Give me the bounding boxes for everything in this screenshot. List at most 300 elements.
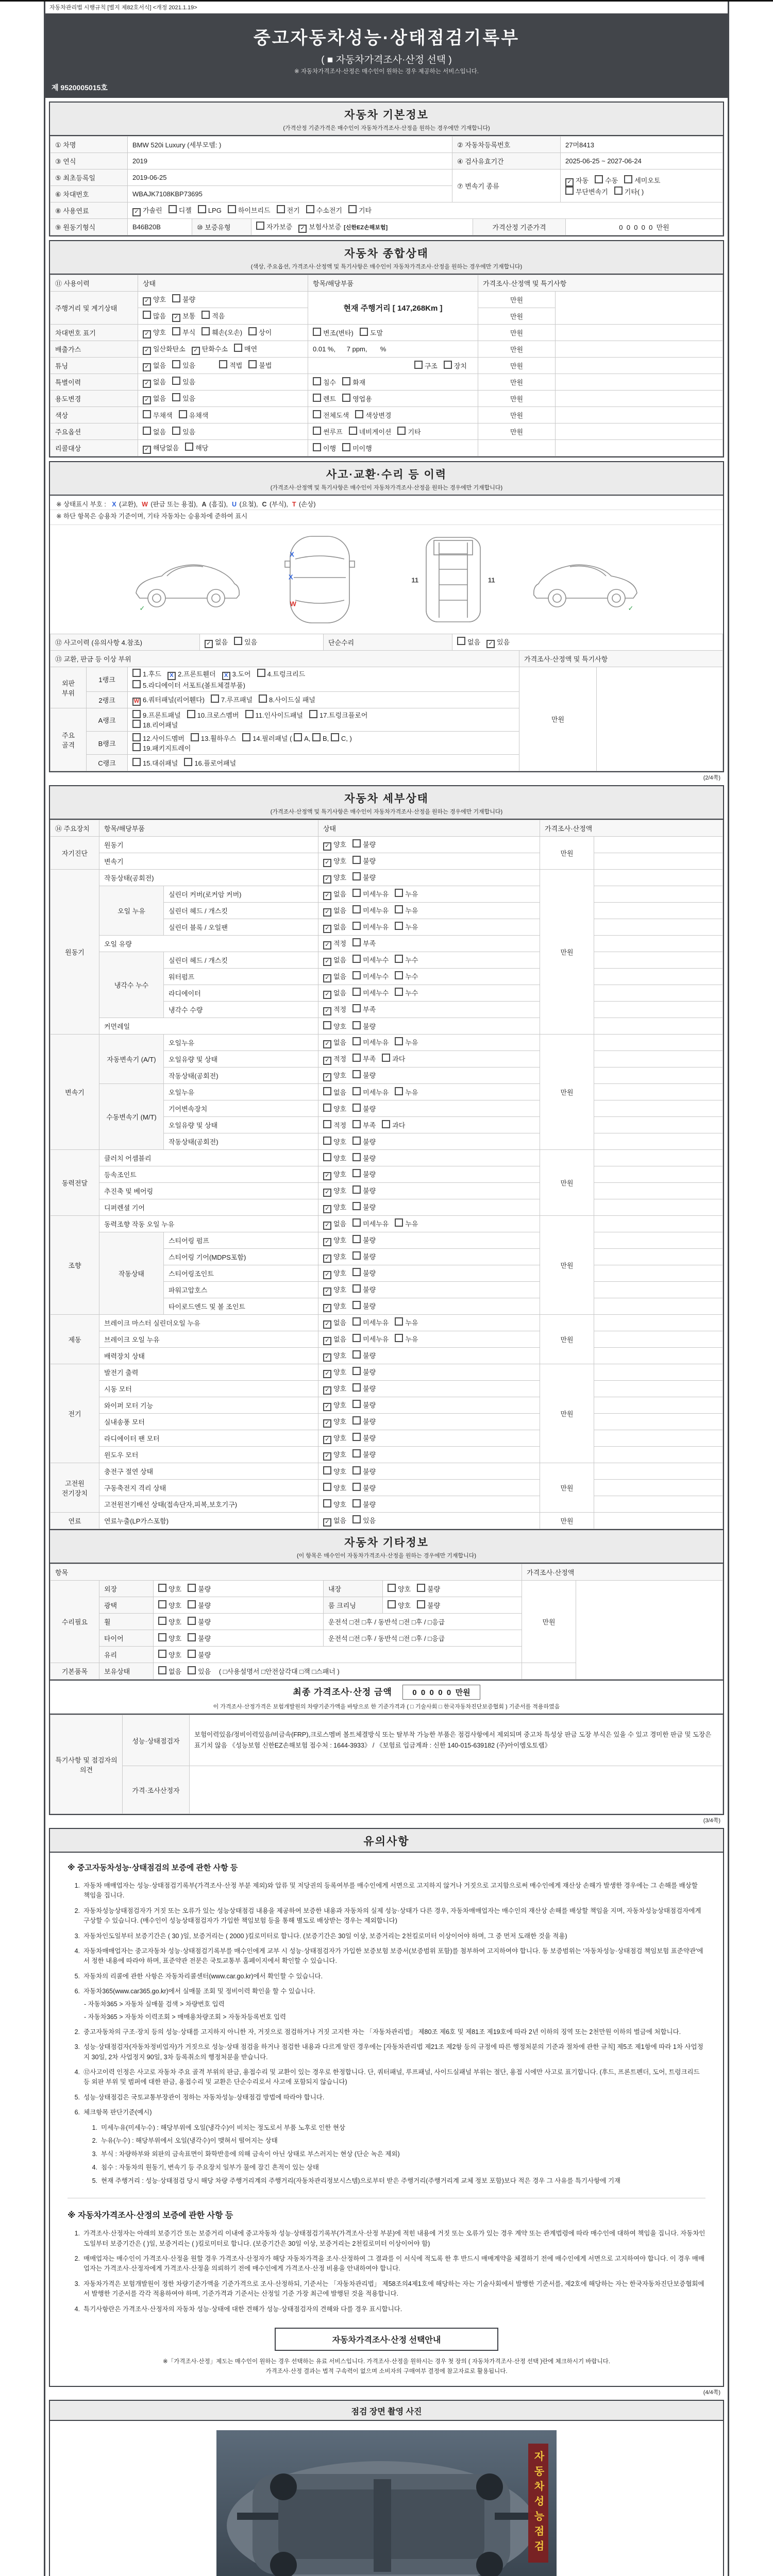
checkbox-불량[interactable] [352,1449,361,1458]
checkbox-양호[interactable]: ✓ [323,842,331,851]
checkbox-5.라디에이터 서포트(볼트체결부품)[interactable] [132,680,141,688]
option-있음: 있음 [352,1517,376,1524]
checkbox-불량[interactable] [352,1350,361,1359]
accident-history-options [200,634,324,651]
checkbox-7.루프패널[interactable] [211,694,219,703]
checkbox-양호[interactable]: ✓ [323,1386,331,1395]
checkbox-없음[interactable]: ✓ [323,1222,331,1230]
checkbox-4.트렁크리드[interactable] [257,669,265,677]
checkbox-미세누유[interactable] [352,1218,361,1227]
detail-row-냉각수 수량: 냉각수 수량 ✓ 적정 부족 [51,1002,723,1018]
checkbox-누유[interactable] [395,922,403,930]
checkbox-매연[interactable] [234,344,242,352]
checkbox-양호[interactable]: ✓ [323,1353,331,1362]
checkbox-적법[interactable] [219,360,227,368]
option-장치: 장치 [444,362,467,370]
checkbox-필러-C[interactable] [331,733,339,741]
checkbox-미세누유[interactable] [352,1087,361,1095]
checkbox-양호[interactable]: ✓ [143,297,151,306]
checkbox-없음[interactable]: ✓ [323,1518,331,1527]
checkbox-없음[interactable]: ✓ [143,396,151,404]
checkbox-양호[interactable]: ✓ [323,1304,331,1312]
checkbox-상이[interactable] [248,327,257,335]
checkbox-양호[interactable] [388,1584,396,1592]
photos-section [49,2400,724,2576]
checkbox-렌트[interactable] [313,394,321,402]
checkbox-양호[interactable] [323,1499,331,1507]
checkbox-양호[interactable] [158,1617,166,1625]
checkbox-부족[interactable] [352,1004,361,1012]
base-price-label: 가격산정 기준가격 [473,219,566,235]
checkbox-불량[interactable] [352,1284,361,1293]
option-누유: 누유 [395,1335,418,1343]
checkbox-양호[interactable] [388,1600,396,1608]
option-불량: 불량 [172,296,195,303]
checkbox-누유[interactable] [395,1317,403,1326]
option-없음: ✓ 없음 [143,362,166,369]
option-양호: ✓ 양호 [323,1302,346,1310]
checkbox-불량[interactable] [417,1600,425,1608]
option-양호: ✓ 양호 [323,1434,346,1442]
checkbox-양호[interactable]: ✓ [323,1255,331,1263]
document-sheet [44,2,729,2576]
checkbox-누수[interactable] [395,988,403,996]
notice-header [50,1829,723,1853]
option-적정: ✓ 적정 [323,1055,346,1063]
option-불량: 불량 [352,1171,376,1178]
checkbox-자가보증[interactable] [256,222,264,230]
final-price-note: 이 가격조사·산정가격은 보험개발원의 차량기준가액을 바탕으로 한 기준가격과 ( □ 기술사회 □ 한국자동차진단보증협회 ) 기준서를 적용하였음 [213,1704,560,1710]
checkbox-자동[interactable]: ✓ [565,178,574,187]
checkbox-네비게이션[interactable] [349,427,357,435]
option-누유: 누유 [395,1089,418,1096]
form-regulation-note: 자동차관리법 시행규칙 [별지 제82호서식] <개정 2021.1.19> [49,5,197,11]
checkbox-2.프론트휀더[interactable]: X [167,672,176,680]
option-탄화수소: ✓ 탄화수소 [192,345,228,353]
checkbox-16.플로어패널[interactable] [184,758,192,766]
checkbox-미세누수[interactable] [352,971,361,979]
checkbox-세미오토[interactable] [624,175,632,183]
inspection-value: 2025-06-25 ~ 2027-06-24 [561,153,723,170]
option-불량: 불량 [188,1651,211,1659]
detail-row-오일 유량: 오일 유량 ✓ 적정 부족 [51,936,723,952]
checkbox-양호[interactable] [323,1021,331,1029]
checkbox-14.필러패널[interactable] [242,733,250,741]
row-리콜대상: 리콜대상 ✓ 해당없음 해당 이행 미이행 [51,440,723,456]
detail-subtitle: (가격조사·산정액 및 특기사항은 매수인이 자동차가격조사·산정을 원하는 경우에만 기재합니다) [270,809,503,815]
checkbox-탄화수소[interactable]: ✓ [192,347,200,355]
price-appraisal-select[interactable]: ( ■ 자동차가격조사·산정 선택 ) [321,55,452,65]
checkbox-필러-B[interactable] [312,733,321,741]
checkbox-일산화탄소[interactable]: ✓ [143,347,151,355]
checkbox-없음[interactable]: ✓ [323,974,331,982]
option-미세누유: 미세누유 [352,923,389,931]
checkbox-LPG[interactable] [198,205,206,213]
option-9.프론트패널: 9.프론트패널 [132,711,181,719]
checkbox-양호[interactable] [323,1483,331,1491]
checkbox-양호[interactable]: ✓ [323,1271,331,1279]
checkbox-없음[interactable]: ✓ [323,991,331,999]
checkbox-양호[interactable]: ✓ [323,859,331,867]
etc-col-price: 가격조사·산정액 [522,1564,723,1581]
panel-table [50,650,723,771]
checkbox-디젤[interactable] [169,205,177,213]
panel-row-2랭크: 2랭크 W 6.쿼터패널(리어휀다) 7.루프패널 8.사이드실 패널 [51,692,723,708]
checkbox-누유[interactable] [395,1087,403,1095]
checkbox-누유[interactable] [395,1334,403,1342]
checkbox-수동[interactable] [595,175,603,183]
checkbox-기타[interactable] [348,205,357,213]
checkbox-양호[interactable]: ✓ [143,330,151,338]
option-17.트렁크플로어: 17.트렁크플로어 [309,711,367,719]
option-있음: 있음 [188,1668,211,1675]
col-device: ⑭ 주요장치 [51,820,99,837]
option-3.도어: X 3.도어 [222,670,251,678]
checkbox-무단변속기[interactable] [565,187,574,195]
checkbox-양호[interactable]: ✓ [323,1073,331,1081]
checkbox-기타( )[interactable] [614,187,623,195]
checkbox-썬루프[interactable] [313,427,321,435]
option-있음: 있음 [172,378,195,386]
checkbox-전기[interactable] [277,205,285,213]
option-수소전기: 수소전기 [306,207,342,214]
checkbox-미세누유[interactable] [352,1037,361,1045]
option-불량: 불량 [352,1138,376,1146]
checkbox-없음[interactable] [457,637,465,645]
notice-item: 3. 자동차가격은 보험개발원이 정한 차량기준가액을 기준가격으로 조사·산정하되, 기준서는 「자동차관리법」 제58조의4제1호에 해당하는 자는 기술사회에서 발행한 기준서를, 제2호에 해당하는 자는 한국자동차진단보증협회에서 발행한 기준서를 각각 적용하여야 하며, 기준가격과 기준서는 산정일 기준 가장 최근에 발행된 것을 적용합니다. [74,2280,704,2298]
option-불량: 불량 [352,1352,376,1360]
device-변속기: 변속기 [51,1035,99,1150]
checkbox-불량[interactable] [188,1584,196,1592]
option-불량: 불량 [188,1635,211,1642]
checkbox-있음[interactable] [352,1515,361,1523]
checkbox-양호[interactable]: ✓ [323,1189,331,1197]
option-양호: 양호 [158,1618,181,1626]
overall-status-title: 자동차 종합상태 [344,248,429,260]
checkbox-화재[interactable] [342,377,350,385]
checkbox-누수[interactable] [395,971,403,979]
checkbox-없음[interactable]: ✓ [143,363,151,371]
notice-item: 4. 특기사항란은 가격조사·산정자의 자동차 성능·상태에 대한 견해가 성능·상태점검자의 견해와 다를 경우 표시합니다. [74,2305,402,2313]
checkbox-양호[interactable]: ✓ [323,1370,331,1378]
fuel-options [128,202,723,219]
checkbox-무채색[interactable] [143,410,151,418]
checkbox-불량[interactable] [417,1584,425,1592]
checkbox-양호[interactable] [158,1600,166,1608]
etc-row-타이어: 타이어 양호 불량 운전석 □전 □후 / 동반석 □전 □후 / □응급 [51,1630,723,1647]
option-렌트: 렌트 [313,395,336,403]
checkbox-적음[interactable] [201,311,210,319]
detail-row-연료누출(LP가스포함): 연료 연료누출(LP가스포함) ✓ 없음 있음 만원 [51,1513,723,1529]
checkbox-불량[interactable] [352,872,361,880]
checkbox-양호[interactable]: ✓ [323,1172,331,1180]
checkbox-불법[interactable] [248,360,257,368]
basic-info-title: 자동차 기본정보 [344,109,429,121]
notice-item: 2. 매매업자는 매수인이 가격조사·산정을 원할 경우 가격조사·산정자가 해당 자동차가격을 조사·산정하여 그 결과를 이 서식에 적도록 한 후 반드시 매매계약을 체결하기 전에 매수인에게 서면으로 고지하여야 합니다. 이 경우 매매업자는 가격조사·산정자에게 가격조사·산정을 의뢰하기 전에 매수인에게 가격조사·산정 비용을 안내하여야 합니다. [74,2255,705,2273]
checkbox-불량[interactable] [188,1650,196,1658]
checkbox-적정[interactable] [323,1120,331,1128]
option-침수: 침수 [313,379,336,386]
checkbox-가솔린[interactable]: ✓ [132,208,141,216]
option-기타: 기타 [397,428,421,436]
checkbox-누유[interactable] [395,905,403,913]
checkbox-양호[interactable] [323,1466,331,1475]
checkbox-미세누수[interactable] [352,988,361,996]
checkbox-장치[interactable] [444,361,452,369]
option-변조(변타): 변조(변타) [313,329,354,337]
option-불량: 불량 [417,1585,440,1593]
checkbox-13.휠하우스[interactable] [191,733,199,741]
detail-row-시동 모터: 시동 모터 ✓ 양호 불량 [51,1381,723,1397]
checkbox-불량[interactable] [352,1483,361,1491]
option-미세누수: 미세누수 [352,989,389,997]
checkbox-18.리어패널[interactable] [132,720,141,728]
price-appraisal-select-box[interactable]: 자동차가격조사·산정 선택안내 [275,2328,498,2351]
checkbox-없음[interactable]: ✓ [323,958,331,966]
option-LPG: LPG [198,207,222,214]
checkbox-있음[interactable] [172,360,180,368]
option-없음: ✓ 없음 [323,1517,346,1524]
option-불법: 불법 [248,362,272,369]
checkbox-불량[interactable] [352,1137,361,1145]
checkbox-15.대쉬패널[interactable] [132,758,141,766]
checkbox-불량[interactable] [188,1633,196,1641]
option-미세누수: 미세누수 [352,956,389,964]
checkbox-없음[interactable]: ✓ [323,1337,331,1345]
checkbox-불량[interactable] [352,1466,361,1475]
checkbox-미세누유[interactable] [352,1317,361,1326]
option-도말: 도말 [360,329,383,337]
car-diagram-top-view [262,532,378,628]
checkbox-과다[interactable] [382,1120,390,1128]
checkbox-불량[interactable] [352,1153,361,1161]
option-부족: 부족 [352,1122,376,1129]
checkbox-불량[interactable] [352,1268,361,1276]
checkbox-양호[interactable]: ✓ [323,1419,331,1428]
checkbox-없음[interactable]: ✓ [323,908,331,917]
option-양호: ✓ 양호 [323,1451,346,1459]
final-price-row [50,1680,723,1715]
checkbox-11.인사이드패널[interactable] [245,710,254,718]
checkbox-있음[interactable] [172,427,180,435]
checkbox-양호[interactable] [323,1153,331,1161]
checkbox-불량[interactable] [352,856,361,864]
checkbox-침수[interactable] [313,377,321,385]
checkbox-누수[interactable] [395,955,403,963]
option-19.패키지트레이: 19.패키지트레이 [132,744,191,752]
checkbox-없음[interactable]: ✓ [205,640,213,648]
checkbox-없음[interactable]: ✓ [323,892,331,900]
checkbox-적정[interactable]: ✓ [323,1057,331,1065]
checkbox-있음[interactable] [172,377,180,385]
checkbox-기타[interactable] [397,427,406,435]
option-미세누유: 미세누유 [352,1335,389,1343]
etc-row-휠: 휠 양호 불량 운전석 □전 □후 / 동반석 □전 □후 / □응급 [51,1614,723,1630]
notice-item: 5. 자동차의 리콜에 관한 사항은 자동차리콜센터(www.car.go.kr)에서 확인할 수 있습니다. [74,1972,323,1980]
option-부식: 부식 [172,329,195,336]
checkbox-미세누유[interactable] [352,905,361,913]
checkbox-많음[interactable] [143,311,151,319]
checkbox-부족[interactable] [352,938,361,946]
checkbox-해당없음[interactable]: ✓ [143,446,151,454]
checkbox-양호[interactable] [323,1104,331,1112]
checkbox-1.후드[interactable] [132,669,141,677]
checkbox-적정[interactable]: ✓ [323,941,331,950]
notice-subitem: - 자동차365 > 자동차 실매물 검색 > 차량번호 입력 [84,2001,225,2008]
checkbox-있음[interactable] [188,1666,196,1674]
option-하이브리드: 하이브리드 [228,207,271,214]
checkbox-미세누유[interactable] [352,1334,361,1342]
checkbox-보험사보증[interactable]: ✓ [298,225,307,233]
checkbox-불량[interactable] [352,1499,361,1507]
checkbox-구조[interactable] [414,361,423,369]
option-없음: ✓ 없음 [323,1039,346,1046]
checkbox-양호[interactable] [158,1650,166,1658]
checkbox-있음[interactable] [172,393,180,401]
row-차대번호 표기: 차대번호 표기 ✓ 양호 부식 훼손(오손) 상이 변조(변타) 도말 만원 [51,325,723,341]
checkbox-없음[interactable] [323,1087,331,1095]
checkbox-양호[interactable]: ✓ [323,875,331,884]
checkbox-없음[interactable]: ✓ [143,380,151,388]
panel-note-cell [597,667,723,771]
checkbox-유채색[interactable] [179,410,187,418]
option-없음: ✓ 없음 [323,907,346,914]
checkbox-보통[interactable]: ✓ [172,314,180,322]
notice-item: 3. 자동차인도일부터 보증기간은 ( 30 )일, 보증거리는 ( 2000 )킬로미터로 합니다. (보증기간은 30일 이상, 보증거리는 2천킬로미터 이상이어야 하며, 그 중 먼저 도래한 것을 적용) [74,1932,567,1940]
final-price-label: 최종 가격조사·산정 금액 [293,1687,392,1697]
status-code-legend: ※ 상태표시 부호 : X (교환), W (판금 또는 용접), A (흠집), U (요철), C (부식), T (손상) [50,496,723,510]
checkbox-부식[interactable] [172,327,180,335]
checkbox-8.사이드실 패널[interactable] [259,694,267,703]
option-있음: ✓ 있음 [486,638,510,646]
checkbox-불량[interactable] [352,1433,361,1441]
checkbox-미세누수[interactable] [352,955,361,963]
notice-item: 1. 자동차 매매업자는 성능·상태점검기록부(가격조사·산정 부분 제외)와 압류 및 저당권의 등록여부를 매수인에게 서면으로 고지하지 않거나 거짓으로 고지함으로써 매수인에게 재산상 손해가 발생한 경우에는 그 손해를 배상할 책임을 집니다. [74,1882,698,1900]
checkbox-없음[interactable] [143,427,151,435]
checkbox-적정[interactable]: ✓ [323,1007,331,1015]
checkbox-미이행[interactable] [342,443,350,451]
checkbox-미세누유[interactable] [352,889,361,897]
checkbox-있음[interactable]: ✓ [486,640,495,648]
checkbox-훼손(오손)[interactable] [201,327,210,335]
checkbox-불량[interactable] [172,294,180,302]
option-양호: 양호 [323,1155,346,1162]
checkbox-양호[interactable] [158,1584,166,1592]
checkbox-불량[interactable] [352,1202,361,1210]
opinion-table [50,1715,723,1814]
checkbox-불량[interactable] [352,1416,361,1425]
checkbox-양호[interactable] [323,1137,331,1145]
option-미세누유: 미세누유 [352,1039,389,1046]
device-원동기: 원동기 [51,870,99,1035]
checkbox-불량[interactable] [352,1185,361,1194]
checkbox-불량[interactable] [352,839,361,848]
checkbox-없음[interactable] [158,1666,166,1674]
checkbox-이행[interactable] [313,443,321,451]
checkbox-전체도색[interactable] [313,410,321,418]
checkbox-불량[interactable] [352,1104,361,1112]
warranty-label: ⑩ 보증유형 [192,219,251,235]
option-양호: ✓ 양호 [323,1187,346,1195]
option-있음: 있음 [172,362,195,369]
checkbox-12.사이드멤버[interactable] [132,733,141,741]
checkbox-누유[interactable] [395,889,403,897]
option-양호: ✓ 양호 [323,1286,346,1294]
vin-label: ⑥ 차대번호 [51,186,128,202]
checkbox-없음[interactable]: ✓ [323,1040,331,1048]
checkbox-수소전기[interactable] [306,205,314,213]
accident-header [50,462,723,496]
checkbox-불량[interactable] [352,1383,361,1392]
checkbox-불량[interactable] [352,1235,361,1243]
checkbox-양호[interactable]: ✓ [323,1205,331,1213]
checkbox-10.크로스멤버[interactable] [187,710,195,718]
checkbox-색상변경[interactable] [355,410,363,418]
accident-subtitle: (가격조사·산정액 및 특기사항은 매수인이 자동차가격조사·산정을 원하는 경우에만 기재합니다) [270,485,503,491]
col-usage-history: ⑪ 사용이력 [51,275,138,292]
checkbox-없음[interactable]: ✓ [323,1320,331,1329]
checkbox-9.프론트패널[interactable] [132,710,141,718]
checkbox-없음[interactable]: ✓ [323,925,331,933]
checkbox-누유[interactable] [395,1037,403,1045]
checkbox-불량[interactable] [352,1070,361,1078]
checkbox-부족[interactable] [352,1120,361,1128]
checkbox-미세누유[interactable] [352,922,361,930]
checkbox-있음[interactable] [234,637,242,645]
overall-status-section [49,240,724,457]
checkbox-불량[interactable] [188,1617,196,1625]
checkbox-변조(변타)[interactable] [313,328,321,336]
checkbox-하이브리드[interactable] [228,205,236,213]
checkbox-불량[interactable] [352,1400,361,1408]
checkbox-양호[interactable]: ✓ [323,1436,331,1444]
checkbox-17.트렁크플로어[interactable] [309,710,317,718]
checkbox-필러-A[interactable] [294,733,302,741]
checkbox-영업용[interactable] [342,394,350,402]
checkbox-불량[interactable] [188,1600,196,1608]
opinion-appraiser-row [51,1766,723,1814]
diagram-mark-W: W [290,600,296,608]
checkbox-불량[interactable] [352,1021,361,1029]
option-수동: 수동 [595,177,618,184]
checkbox-양호[interactable]: ✓ [323,1287,331,1296]
option-보험사보증: ✓ 보험사보증 [신한EZ손해보험] [298,223,388,231]
detail-row-브레이크 마스터 실린더오일 누유: 제동 브레이크 마스터 실린더오일 누유 ✓ 없음 미세누유 누유 만원 [51,1315,723,1331]
checkbox-도말[interactable] [360,328,368,336]
checkbox-불량[interactable] [352,1367,361,1375]
checkbox-6.쿼터패널(리어휀다)[interactable]: W [132,698,141,706]
checkbox-부족[interactable] [352,1054,361,1062]
legend-code-A: A [201,501,207,508]
transmission-options [561,170,723,202]
checkbox-양호[interactable]: ✓ [323,1403,331,1411]
criteria-item: 3. 부식 : 차량하부와 외판의 금속표면이 화학반응에 의해 금속이 아닌 상태로 부스러지는 현상 (단순 녹은 제외) [92,2150,400,2158]
checkbox-불량[interactable] [352,1169,361,1177]
checkbox-양호[interactable]: ✓ [323,1452,331,1461]
option-양호: ✓ 양호 [323,874,346,882]
checkbox-3.도어[interactable]: X [222,672,230,680]
checkbox-과다[interactable] [382,1054,390,1062]
checkbox-해당[interactable] [185,443,193,451]
option-없음: ✓ 없음 [323,923,346,931]
checkbox-불량[interactable] [352,1251,361,1260]
checkbox-19.패키지트레이[interactable] [132,743,141,751]
checkbox-불량[interactable] [352,1301,361,1309]
checkbox-양호[interactable] [158,1633,166,1641]
checkbox-누유[interactable] [395,1218,403,1227]
device-자기진단: 자기진단 [51,837,99,870]
checkbox-양호[interactable]: ✓ [323,1238,331,1246]
